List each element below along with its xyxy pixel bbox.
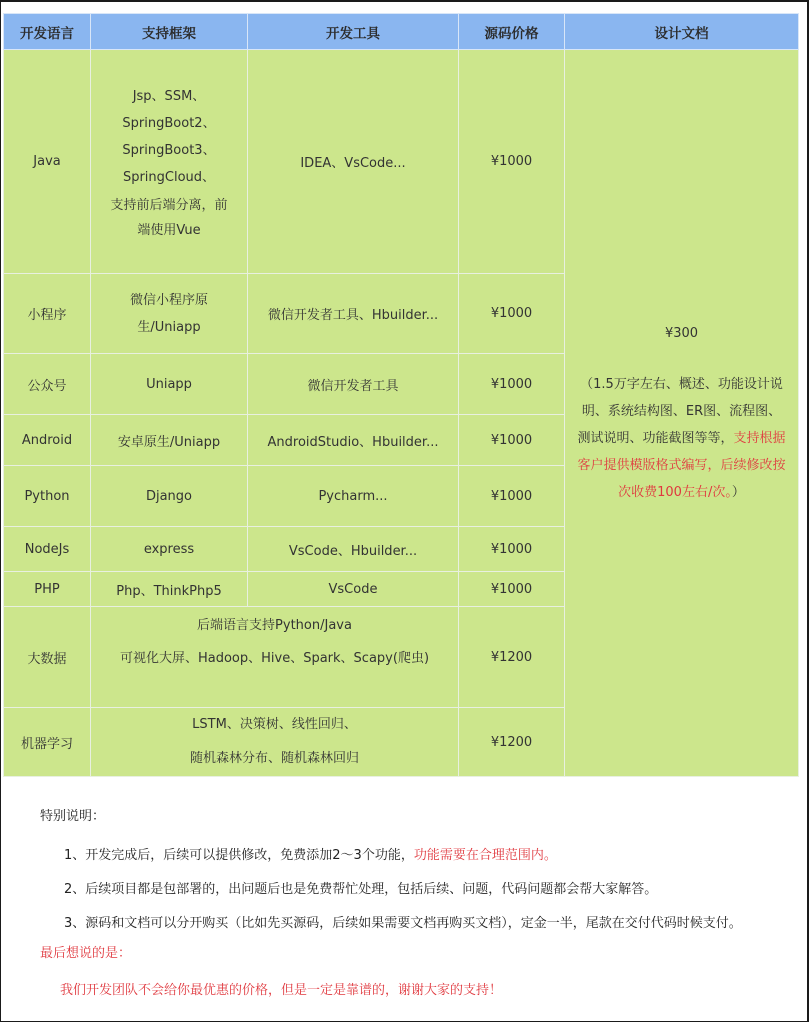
- header-framework: 支持框架: [91, 14, 248, 50]
- table-header-row: [4, 14, 799, 50]
- detail-line: 后端语言支持Python/Java: [197, 618, 352, 633]
- cell-price: ¥1000: [459, 466, 565, 527]
- cell-tools: Pycharm...: [248, 466, 459, 527]
- cell-price: ¥1000: [459, 50, 565, 274]
- cell-language: 小程序: [4, 274, 91, 354]
- cell-language: PHP: [4, 572, 91, 607]
- cell-price: ¥1200: [459, 607, 565, 708]
- cell-frameworks-tools: [91, 708, 459, 777]
- cell-frameworks: express: [91, 527, 248, 572]
- note-text: 3、源码和文档可以分开购买（比如先买源码，后续如果需要文档再购买文档），定金一半，尾款在交付代码时候支付。: [64, 916, 742, 931]
- note-item: [40, 841, 790, 871]
- framework-line: 支持前后端分离，前: [110, 197, 228, 213]
- header-price: 源码价格: [459, 14, 565, 50]
- design-doc-cell: [565, 50, 799, 777]
- cell-price: ¥1000: [459, 415, 565, 466]
- cell-price: ¥1000: [459, 572, 565, 607]
- closing-title: 最后想说的是：: [40, 946, 132, 961]
- cell-language: Java: [4, 50, 91, 274]
- header-design-doc: 设计文档: [565, 14, 799, 50]
- cell-tools: VsCode: [248, 572, 459, 607]
- cell-language: Android: [4, 415, 91, 466]
- framework-line: 端使用Vue: [137, 222, 201, 238]
- note-text: 2、后续项目都是包部署的，出问题后也是免费帮忙处理，包括后续、问题，代码问题都会帮大家解答。: [64, 882, 658, 897]
- special-notes: [40, 805, 790, 998]
- cell-tools: VsCode、Hbuilder...: [248, 527, 459, 572]
- notes-title: 特别说明：: [40, 809, 106, 824]
- cell-price: ¥1000: [459, 274, 565, 354]
- note-highlight: 功能需要在合理范围内。: [413, 848, 557, 863]
- closing-text: 我们开发团队不会给你最优惠的价格，但是一定是靠谱的，谢谢大家的支持！: [60, 983, 503, 998]
- framework-line: Jsp、SSM、: [132, 88, 206, 104]
- cell-tools: 微信开发者工具、Hbuilder...: [248, 274, 459, 354]
- framework-line: SpringCloud、: [122, 169, 216, 185]
- design-doc-closing: ）: [731, 485, 745, 500]
- cell-tools: AndroidStudio、Hbuilder...: [248, 415, 459, 466]
- cell-price: ¥1000: [459, 354, 565, 415]
- framework-line: SpringBoot2、: [122, 115, 216, 131]
- cell-frameworks: Php、ThinkPhp5: [91, 572, 248, 607]
- cell-frameworks: [91, 50, 248, 274]
- cell-tools: IDEA、VsCode...: [248, 50, 459, 274]
- cell-frameworks: [91, 274, 248, 354]
- cell-frameworks: Django: [91, 466, 248, 527]
- note-item: [40, 875, 790, 905]
- table-row-java: [4, 50, 799, 274]
- detail-line: LSTM、决策树、线性回归、: [192, 717, 357, 732]
- cell-price: ¥1000: [459, 527, 565, 572]
- cell-tools: 微信开发者工具: [248, 354, 459, 415]
- cell-price: ¥1200: [459, 708, 565, 777]
- detail-line: 可视化大屏、Hadoop、Hive、Spark、Scapy(爬虫): [119, 651, 430, 666]
- cell-frameworks: 安卓原生/Uniapp: [91, 415, 248, 466]
- design-doc-highlight: 支持根据客户提供模版格式编写，后续修改按次收费100左右/次。: [577, 431, 786, 500]
- framework-line: 生/Uniapp: [137, 319, 201, 335]
- design-doc-price: ¥300: [664, 326, 699, 341]
- note-text: 1、开发完成后，后续可以提供修改，免费添加2～3个功能，: [64, 848, 414, 863]
- cell-language: 机器学习: [4, 708, 91, 777]
- design-doc-description: （1.5万字左右、概述、功能设计说明、系统结构图、ER图、流程图、测试说明、功能截图等等，: [577, 377, 783, 446]
- cell-language: 公众号: [4, 354, 91, 415]
- header-tools: 开发工具: [248, 14, 459, 50]
- pricing-table: [3, 13, 799, 777]
- detail-line: 随机森林分布、随机森林回归: [189, 751, 359, 766]
- note-item: [40, 909, 790, 938]
- framework-line: SpringBoot3、: [122, 142, 216, 158]
- cell-language: Python: [4, 466, 91, 527]
- header-language: 开发语言: [4, 14, 91, 50]
- cell-frameworks-tools: [91, 607, 459, 708]
- framework-line: 微信小程序原: [129, 292, 208, 308]
- cell-language: NodeJs: [4, 527, 91, 572]
- cell-frameworks: Uniapp: [91, 354, 248, 415]
- cell-language: 大数据: [4, 607, 91, 708]
